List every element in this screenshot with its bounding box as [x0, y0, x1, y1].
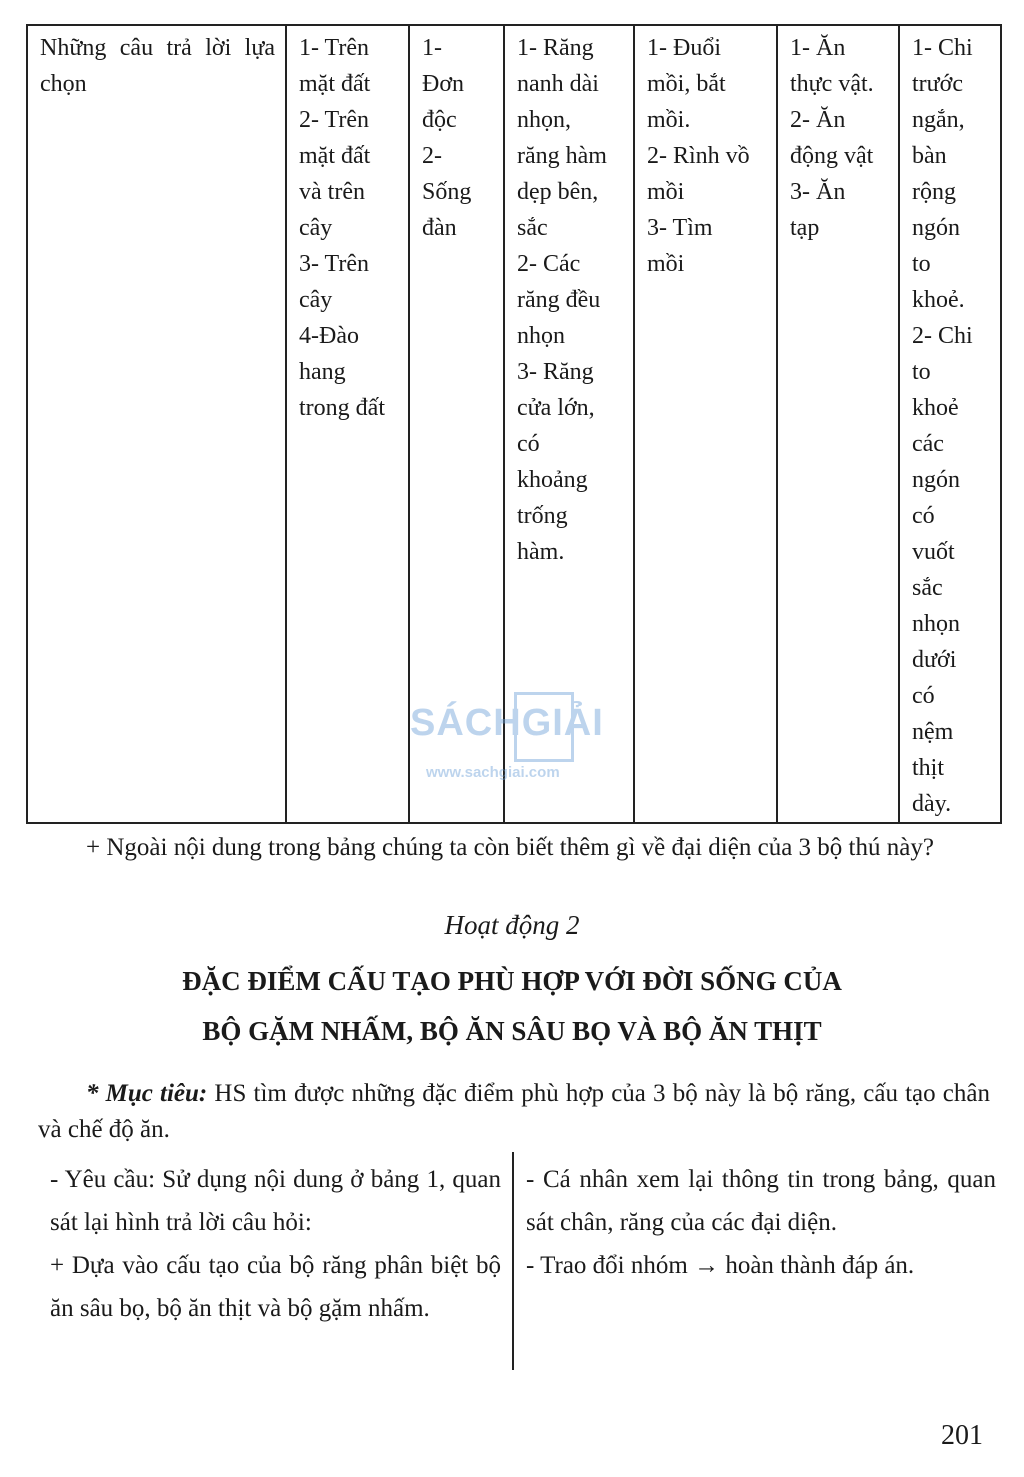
- option-line: trong đất: [299, 395, 385, 421]
- option-line: Đơn: [422, 71, 465, 97]
- option-line: bàn: [912, 143, 947, 169]
- option-line: mồi, bắt: [647, 71, 726, 97]
- option-line: khoẻ: [912, 395, 959, 421]
- option-line: to: [912, 359, 931, 385]
- option-line: rộng: [912, 179, 956, 205]
- hunting-options-cell: [634, 25, 777, 823]
- teacher-question: + Dựa vào cấu tạo của bộ răng phân biệt bộ ăn sâu bọ, bộ ăn thịt và bộ gặm nhấm.: [50, 1252, 501, 1322]
- diet-options-cell: [777, 25, 899, 823]
- option-line: động vật: [790, 143, 874, 169]
- option-line: nệm: [912, 719, 954, 745]
- option-line: 3- Tìm: [647, 215, 713, 241]
- objective-label: * Mục tiêu:: [86, 1080, 208, 1107]
- option-line: sắc: [517, 215, 548, 241]
- option-line: có: [912, 683, 935, 709]
- option-line: 4-Đào: [299, 323, 359, 349]
- option-line: trước: [912, 71, 964, 97]
- habitat-options-cell: [286, 25, 409, 823]
- option-line: vuốt: [912, 539, 955, 565]
- option-line: mặt đất: [299, 71, 371, 97]
- objective-text: HS tìm được những đặc điểm phù hợp của 3 bộ này là bộ răng, cấu tạo chân và chế độ ăn.: [38, 1080, 990, 1143]
- option-line: nanh dài: [517, 71, 599, 97]
- section-heading-line-1: ĐẶC ĐIỂM CẤU TẠO PHÙ HỢP VỚI ĐỜI SỐNG CỦA: [182, 966, 842, 996]
- option-line: dày.: [912, 791, 952, 817]
- option-line: 3- Răng: [517, 359, 594, 385]
- follow-up-question: + Ngoài nội dung trong bảng chúng ta còn biết thêm gì về đại diện của 3 bộ thú này?: [86, 834, 934, 861]
- option-line: cây: [299, 287, 333, 313]
- option-line: 1- Đuổi: [647, 35, 721, 61]
- option-line: hang: [299, 359, 346, 385]
- student-column: [526, 1158, 996, 1287]
- option-line: đàn: [422, 215, 457, 241]
- option-line: mồi: [647, 251, 685, 277]
- watermark-logo: [410, 690, 620, 790]
- option-line: dẹp bên,: [517, 179, 599, 205]
- option-line: khoảng: [517, 467, 588, 493]
- option-line: dưới: [912, 647, 957, 673]
- option-line: có: [517, 431, 540, 457]
- option-line: sắc: [912, 575, 943, 601]
- watermark-url: www.sachgiai.com: [426, 764, 560, 781]
- option-line: 2- Các: [517, 251, 581, 277]
- option-line: nhọn,: [517, 107, 571, 133]
- option-line: 3- Ăn: [790, 179, 846, 205]
- option-line: 2- Rình vồ: [647, 143, 750, 169]
- option-line: nhọn: [912, 611, 960, 637]
- option-line: tạp: [790, 215, 820, 241]
- option-line: ngón: [912, 215, 960, 241]
- option-line: mồi: [647, 179, 685, 205]
- option-line: 1- Trên: [299, 35, 370, 61]
- row-label-line: chọn: [40, 71, 87, 97]
- activity-two-column: [50, 1152, 994, 1370]
- option-line: 1- Ăn: [790, 35, 846, 61]
- option-line: 1- Răng: [517, 35, 594, 61]
- option-line: 1- Chi: [912, 35, 973, 61]
- column-divider: [512, 1152, 514, 1370]
- option-line: 2- Trên: [299, 107, 370, 133]
- watermark-logo-text: SÁCHGIẢI: [410, 702, 604, 744]
- option-line: nhọn: [517, 323, 565, 349]
- limb-options-cell: [899, 25, 1001, 823]
- student-step: - Cá nhân xem lại thông tin trong bảng, quan sát chân, răng của các đại diện.: [526, 1166, 996, 1236]
- page-number: 201: [941, 1420, 983, 1451]
- option-line: mồi.: [647, 107, 691, 133]
- option-line: và trên: [299, 179, 365, 205]
- option-line: độc: [422, 107, 457, 133]
- option-line: cây: [299, 215, 333, 241]
- objective-paragraph: [38, 1076, 990, 1148]
- option-line: răng đều: [517, 287, 601, 313]
- option-line: 2-: [422, 143, 442, 169]
- option-line: khoẻ.: [912, 287, 965, 313]
- option-line: các: [912, 431, 944, 457]
- teacher-column: [50, 1158, 501, 1330]
- option-line: 3- Trên: [299, 251, 370, 277]
- option-line: 2- Ăn: [790, 107, 846, 133]
- option-line: ngắn,: [912, 107, 965, 133]
- option-line: 1-: [422, 35, 442, 61]
- student-step: - Trao đổi nhóm → hoàn thành đáp án.: [526, 1252, 915, 1279]
- teacher-instruction: - Yêu cầu: Sử dụng nội dung ở bảng 1, quan sát lại hình trả lời câu hỏi:: [50, 1166, 501, 1236]
- option-line: to: [912, 251, 931, 277]
- option-line: răng hàm: [517, 143, 607, 169]
- option-line: ngón: [912, 467, 960, 493]
- option-line: cửa lớn,: [517, 395, 595, 421]
- option-line: thịt: [912, 755, 945, 781]
- row-label-cell: [27, 25, 286, 823]
- option-line: mặt đất: [299, 143, 371, 169]
- option-line: Sống: [422, 179, 472, 205]
- option-line: 2- Chi: [912, 323, 973, 349]
- row-label-line: Những câu trả lời lựa: [40, 35, 275, 61]
- option-line: hàm.: [517, 539, 565, 565]
- option-line: có: [912, 503, 935, 529]
- option-line: trống: [517, 503, 568, 529]
- section-heading-line-2: BỘ GẶM NHẤM, BỘ ĂN SÂU BỌ VÀ BỘ ĂN THỊT: [202, 1016, 822, 1046]
- activity-title: Hoạt động 2: [444, 910, 580, 940]
- option-line: thực vật.: [790, 71, 874, 97]
